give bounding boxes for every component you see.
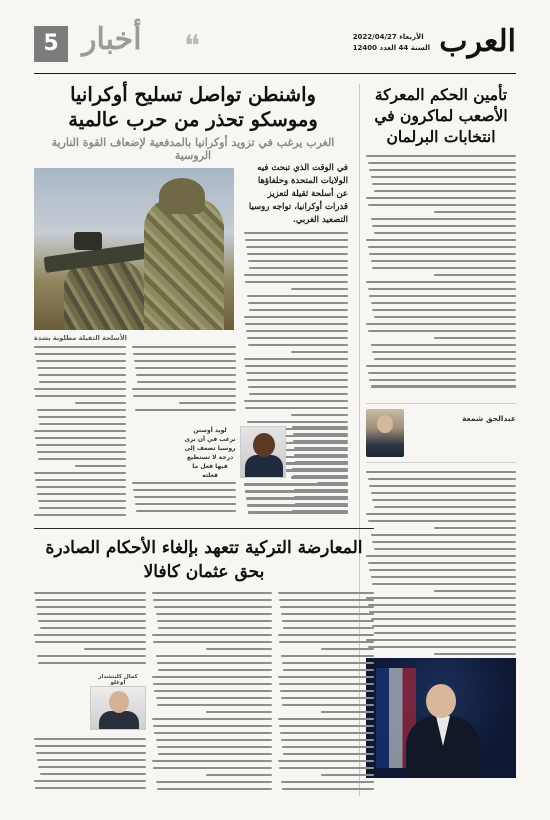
war-photo (34, 168, 234, 330)
text-line (366, 239, 516, 241)
text-line (247, 253, 348, 255)
text-line (368, 330, 517, 332)
text-line (321, 711, 374, 713)
text-line (371, 260, 517, 262)
text-line (156, 739, 272, 741)
text-line (36, 606, 146, 608)
text-line (368, 204, 517, 206)
text-line (132, 346, 236, 348)
text-line (291, 414, 348, 416)
text-line (283, 669, 374, 671)
text-line (248, 260, 348, 262)
text-line (366, 639, 516, 641)
text-line (374, 632, 517, 634)
text-line (434, 590, 517, 592)
pullquote-text: نرغب في أن نرى روسيا تضعف إلى درجة لا تستطيع فيها فعل ما فعلته (184, 436, 236, 479)
text-line (366, 365, 516, 367)
text-line (246, 330, 348, 332)
text-line (153, 683, 272, 685)
text-line (35, 599, 146, 601)
text-line (279, 599, 374, 601)
text-line (278, 676, 374, 678)
text-line (244, 232, 348, 234)
text-line (154, 606, 272, 608)
text-line (206, 711, 272, 713)
text-line (38, 620, 146, 622)
text-line (75, 465, 126, 467)
text-line (152, 634, 272, 636)
photo-scope (74, 232, 102, 250)
text-line (280, 606, 374, 608)
text-line (152, 760, 272, 762)
text-line (295, 461, 348, 463)
text-line (372, 309, 516, 311)
main-body-col-2a (132, 346, 236, 422)
page-number: 5 (34, 26, 68, 62)
text-line (374, 548, 517, 550)
main-article-subheadline: الغرب يرغب في تزويد أوكرانيا بالمدفعية لإضعاف القوة النارية الروسية (51, 136, 335, 162)
text-line (34, 514, 126, 516)
text-line (34, 738, 146, 740)
text-line (371, 176, 517, 178)
text-line (133, 489, 236, 491)
photo-figure-head (253, 433, 275, 457)
text-line (35, 479, 126, 481)
text-line (292, 426, 348, 428)
text-line (134, 360, 236, 362)
main-article-headline[interactable]: واشنطن تواصل تسليح أوكرانيا وموسكو تحذر من حرب عالمية (68, 83, 318, 131)
text-line (246, 372, 348, 374)
text-line (372, 499, 516, 501)
text-line (245, 407, 348, 409)
text-line (36, 360, 126, 362)
text-line (434, 527, 517, 529)
text-line (368, 288, 517, 290)
text-line (371, 344, 517, 346)
text-line (278, 634, 374, 636)
text-line (156, 655, 272, 657)
newspaper-logo[interactable]: العرب (439, 24, 516, 59)
text-line (158, 753, 272, 755)
austin-pullquote (184, 426, 236, 480)
text-line (293, 440, 348, 442)
text-line (34, 346, 126, 348)
photo-helmet (159, 178, 205, 214)
second-body-col-3b (34, 738, 146, 796)
text-line (244, 358, 348, 360)
side-article-body (366, 155, 516, 395)
text-line (132, 388, 236, 390)
text-line (372, 267, 516, 269)
text-line (179, 402, 236, 404)
text-line (38, 416, 126, 418)
text-line (278, 718, 374, 720)
text-line (245, 365, 348, 367)
text-line (133, 395, 236, 397)
text-line (37, 409, 126, 411)
text-line (283, 627, 374, 629)
text-line (152, 592, 272, 594)
text-line (245, 323, 348, 325)
text-line (246, 246, 348, 248)
text-line (152, 718, 272, 720)
text-line (368, 246, 517, 248)
text-line (372, 351, 516, 353)
text-line (279, 725, 374, 727)
text-line (249, 267, 348, 269)
text-line (154, 732, 272, 734)
photo-figure-head (109, 691, 129, 713)
text-line (38, 458, 126, 460)
text-line (153, 725, 272, 727)
text-line (374, 506, 517, 508)
text-line (40, 773, 146, 775)
text-line (372, 541, 516, 543)
kilicdaroglu-caption: كمال كليتشدار أوغلو (98, 674, 138, 686)
text-line (281, 655, 374, 657)
text-line (282, 746, 374, 748)
masthead (34, 22, 516, 74)
text-line (369, 253, 516, 255)
edition-info (353, 32, 430, 54)
text-line (278, 592, 374, 594)
text-line (294, 454, 348, 456)
text-line (293, 433, 348, 435)
text-line (434, 274, 517, 276)
author-name: عبدالحق شمعة (462, 414, 516, 423)
text-line (157, 620, 272, 622)
text-line (244, 316, 348, 318)
text-line (371, 618, 517, 620)
text-line (37, 493, 126, 495)
text-line (135, 503, 236, 505)
text-line (34, 592, 146, 594)
text-line (281, 739, 374, 741)
main-body-col-1b (292, 426, 348, 522)
text-line (37, 613, 146, 615)
text-line (157, 662, 272, 664)
text-line (292, 510, 348, 512)
quote-icon: ❝ (184, 29, 201, 64)
side-article-headline[interactable]: تأمين الحكم المعركة الأصعب لماكرون في انتخابات البرلمان (374, 85, 508, 146)
second-body-col-1 (278, 592, 374, 796)
text-line (366, 597, 516, 599)
author-box (366, 403, 516, 463)
text-line (372, 625, 516, 627)
author-photo (366, 409, 404, 457)
text-line (158, 669, 272, 671)
text-line (37, 655, 146, 657)
issue-date: الأربعاء 2022/04/27 (352, 33, 424, 41)
text-line (152, 676, 272, 678)
text-line (317, 482, 348, 484)
austin-photo (240, 426, 286, 478)
text-line (38, 374, 126, 376)
photo-figure-suit (99, 711, 139, 730)
text-line (366, 281, 516, 283)
article-divider (34, 528, 374, 529)
main-article-lede: في الوقت الذي تبحث فيه الولايات المتحدة وحلفاؤها عن أسلحة ثقيلة لتعزيز قدرات أوكرانيا، تواجه روسيا التصعيد الغربي. (248, 163, 348, 225)
text-line (282, 620, 374, 622)
text-line (369, 379, 516, 381)
text-line (282, 788, 374, 790)
text-line (366, 513, 516, 515)
text-line (321, 648, 374, 650)
text-line (280, 732, 374, 734)
pullquote-name: لويد أوستن (193, 427, 227, 434)
text-line (371, 385, 517, 387)
text-line (35, 641, 146, 643)
text-line (247, 337, 348, 339)
text-line (434, 337, 517, 339)
text-line (366, 197, 516, 199)
text-line (374, 232, 517, 234)
text-line (156, 697, 272, 699)
text-line (36, 486, 126, 488)
text-line (37, 759, 146, 761)
text-line (36, 752, 146, 754)
text-line (35, 745, 146, 747)
text-line (38, 662, 146, 664)
text-line (281, 613, 374, 615)
text-line (293, 475, 348, 477)
text-line (294, 447, 348, 449)
text-line (369, 485, 516, 487)
second-article-headline[interactable]: المعارضة التركية تتعهد بإلغاء الأحكام الصادرة بحق عثمان كافالا (45, 538, 363, 582)
text-line (37, 451, 126, 453)
text-line (374, 316, 517, 318)
text-line (39, 507, 126, 509)
text-line (295, 503, 348, 505)
text-line (35, 787, 146, 789)
text-line (35, 353, 126, 355)
text-line (368, 162, 517, 164)
text-line (206, 774, 272, 776)
text-line (136, 374, 236, 376)
text-line (34, 388, 126, 390)
issue-number: السنة 44 العدد 12400 (352, 44, 430, 52)
text-line (321, 774, 374, 776)
text-line (278, 760, 374, 762)
main-body-col-2b (132, 482, 236, 522)
photo-soldier-back (64, 258, 144, 330)
text-line (132, 482, 236, 484)
text-line (369, 611, 516, 613)
main-body-col-3 (34, 346, 126, 522)
text-line (434, 653, 517, 655)
text-line (369, 569, 516, 571)
text-line (371, 492, 517, 494)
text-line (368, 646, 517, 648)
text-line (368, 562, 517, 564)
war-photo-caption: الأسلحة الثقيلة مطلوبة بشدة (34, 334, 127, 342)
text-line (35, 437, 126, 439)
text-line (156, 781, 272, 783)
text-line (372, 225, 516, 227)
text-line (366, 155, 516, 157)
text-line (40, 627, 146, 629)
text-line (135, 409, 236, 411)
text-line (37, 367, 126, 369)
text-line (368, 478, 517, 480)
text-line (281, 781, 374, 783)
text-line (244, 400, 348, 402)
text-line (244, 274, 348, 276)
text-line (153, 641, 272, 643)
text-line (434, 211, 517, 213)
text-line (294, 496, 348, 498)
text-line (248, 344, 348, 346)
text-line (38, 766, 146, 768)
text-line (34, 472, 126, 474)
text-line (369, 295, 516, 297)
text-line (281, 697, 374, 699)
text-line (157, 746, 272, 748)
text-line (157, 704, 272, 706)
text-line (36, 444, 126, 446)
text-line (136, 510, 236, 512)
photo-soldier-front (144, 198, 224, 330)
text-line (371, 302, 517, 304)
photo-figure-suit (245, 455, 283, 478)
text-line (153, 767, 272, 769)
text-line (157, 788, 272, 790)
text-line (291, 351, 348, 353)
second-body-col-2 (152, 592, 272, 796)
text-line (247, 379, 348, 381)
text-line (294, 489, 348, 491)
side-photo-block (366, 656, 516, 796)
text-line (84, 648, 146, 650)
second-body-col-3 (34, 592, 146, 670)
text-line (247, 421, 348, 423)
text-line (206, 648, 272, 650)
text-line (75, 402, 126, 404)
text-line (371, 576, 517, 578)
text-line (372, 183, 516, 185)
text-line (248, 302, 348, 304)
text-line (35, 395, 126, 397)
text-line (374, 190, 517, 192)
text-line (137, 381, 236, 383)
text-line (245, 239, 348, 241)
text-line (366, 323, 516, 325)
text-line (34, 634, 146, 636)
text-line (249, 393, 348, 395)
photo-figure-head (426, 684, 456, 718)
text-line (366, 555, 516, 557)
text-line (366, 471, 516, 473)
text-line (158, 627, 272, 629)
text-line (368, 372, 517, 374)
text-line (292, 468, 348, 470)
text-line (291, 288, 348, 290)
text-line (135, 367, 236, 369)
text-line (282, 662, 374, 664)
text-line (368, 604, 517, 606)
text-line (156, 613, 272, 615)
side-article-body-continued (366, 471, 516, 685)
macron-photo (366, 658, 516, 778)
text-line (247, 295, 348, 297)
section-title: أخبار (82, 22, 142, 57)
text-line (39, 381, 126, 383)
text-line (279, 767, 374, 769)
text-line (39, 423, 126, 425)
text-line (279, 683, 374, 685)
text-line (368, 520, 517, 522)
text-line (249, 309, 348, 311)
text-line (153, 599, 272, 601)
text-line (134, 496, 236, 498)
text-line (280, 690, 374, 692)
main-article-header (34, 82, 352, 162)
text-line (279, 641, 374, 643)
text-line (371, 218, 517, 220)
text-line (133, 353, 236, 355)
text-line (38, 500, 126, 502)
text-line (282, 704, 374, 706)
kilicdaroglu-photo (90, 686, 146, 730)
text-line (372, 583, 516, 585)
text-line (34, 780, 146, 782)
text-line (248, 386, 348, 388)
text-line (283, 753, 374, 755)
text-line (34, 430, 126, 432)
text-line (154, 690, 272, 692)
text-line (371, 534, 517, 536)
text-line (374, 358, 517, 360)
text-line (245, 281, 348, 283)
text-line (369, 169, 516, 171)
